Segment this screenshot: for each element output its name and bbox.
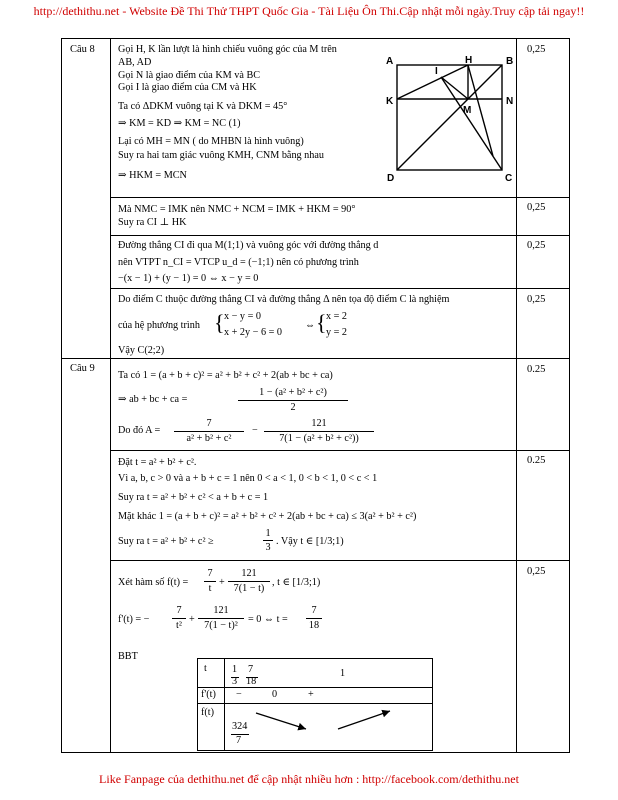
text-line: . Vậy t ∈ [1/3;1) — [276, 536, 344, 547]
fraction-bar — [263, 540, 273, 541]
fraction-bar — [264, 431, 374, 432]
points: 0,25 — [527, 202, 546, 213]
text-line: −(x − 1) + (y − 1) = 0 ⇔ x − y = 0 — [118, 273, 259, 284]
label-c: C — [505, 173, 513, 181]
text-line: Mặt khác 1 = (a + b + c)² = a² + b² + c² + 2(ab + bc + ca) ≤ 3(a² + b² + c²) — [118, 511, 417, 522]
question-9-label: Câu 9 — [70, 363, 95, 374]
text-line: f'(t) = − — [118, 614, 150, 625]
bbt-sign: − — [236, 689, 242, 700]
plus-sign: + — [219, 577, 225, 588]
text-line: Ta có ΔDKM vuông tại K và DKM = 45° — [118, 101, 288, 112]
text-line: , t ∈ [1/3;1) — [272, 577, 321, 588]
points: 0,25 — [527, 44, 546, 55]
fraction-denominator: a² + b² + c² — [186, 433, 232, 444]
fraction-bar — [198, 618, 244, 619]
fraction-bar — [174, 431, 244, 432]
equation: x + 2y − 6 = 0 — [224, 327, 282, 338]
text-line: Xét hàm số f(t) = — [118, 577, 189, 588]
text-line: ⇒ ab + bc + ca = — [118, 394, 188, 405]
fraction-numerator: 7 — [206, 418, 212, 429]
bbt-sign: + — [308, 689, 314, 700]
text-line: Gọi N là giao điểm của KM và BC — [118, 70, 261, 81]
bbt-t-value: 3 — [232, 676, 238, 687]
equation: x = 2 — [326, 311, 348, 322]
fraction-bar — [172, 618, 186, 619]
label-d: D — [387, 173, 395, 181]
fraction-bar — [228, 581, 270, 582]
label-h: H — [465, 55, 473, 66]
text-line: Suy ra t = a² + b² + c² < a + b + c = 1 — [118, 492, 269, 503]
fraction-denominator: 2 — [290, 402, 296, 413]
text-line: ⇒ HKM = MCN — [118, 170, 187, 181]
segment-im — [441, 77, 468, 99]
bbt-sign: 0 — [272, 689, 278, 700]
text-line: Suy ra hai tam giác vuông KMH, CNM bằng nhau — [118, 150, 324, 161]
geometry-figure — [385, 53, 517, 181]
fraction-numerator: 121 — [311, 418, 327, 429]
bbt-t-label: t — [204, 663, 207, 674]
text-line: Suy ra t = a² + b² + c² ≥ — [118, 536, 214, 547]
fraction-numerator: 7 — [176, 605, 182, 616]
points: 0.25 — [527, 455, 546, 466]
label-m: M — [463, 105, 472, 116]
system-brace: { — [214, 310, 225, 335]
row-divider — [110, 288, 569, 289]
text-line: Đặt t = a² + b² + c². — [118, 457, 197, 468]
plus-sign: + — [189, 614, 195, 625]
text-line: Do điểm C thuộc đường thẳng CI và đường thẳng Δ nên tọa độ điểm C là nghiệm — [118, 294, 450, 305]
fraction-bar — [238, 400, 348, 401]
bbt-f-value: 324 — [232, 721, 248, 732]
label-k: K — [386, 96, 394, 107]
text-line: Đường thẳng CI đi qua M(1;1) và vuông góc với đường thẳng d — [118, 240, 379, 251]
row-divider — [110, 235, 569, 236]
equation: x − y = 0 — [224, 311, 261, 322]
bbt-t-value: 18 — [246, 676, 257, 687]
bbt-t-value: 7 — [248, 664, 254, 675]
increasing-arrow — [338, 711, 390, 729]
text-line: Mà NMC = IMK nên NMC + NCM = IMK + HKM = 90° — [118, 204, 356, 215]
fraction-denominator: 7(1 − t) — [233, 583, 265, 594]
row-divider — [110, 450, 569, 451]
label-i: I — [435, 66, 438, 77]
page-header[interactable]: http://dethithu.net - Website Đề Thi Thử THPT Quốc Gia - Tài Liệu Ôn Thi.Cập nhật mỗi ngày.Truy cập tải ngay!! — [33, 4, 585, 18]
col-divider — [110, 39, 111, 752]
fraction-numerator: 121 — [241, 568, 257, 579]
row-divider — [110, 197, 569, 198]
text-line: Suy ra CI ⊥ HK — [118, 217, 187, 228]
text-line: Vậy C(2;2) — [118, 345, 165, 356]
system-brace: { — [316, 310, 327, 335]
fraction-denominator: 18 — [308, 620, 320, 631]
text-line: ⇒ KM = KD ⇒ KM = NC (1) — [118, 118, 241, 129]
label-b: B — [506, 56, 514, 67]
text-line: nên VTPT n_CI = VTCP u_d = (−1;1) nên có phương trình — [118, 257, 359, 268]
bbt-t-value: 1 — [232, 664, 238, 675]
label-n: N — [506, 96, 514, 107]
label-a: A — [386, 56, 394, 67]
segment-ic — [441, 77, 502, 170]
bbt-t-value: 1 — [340, 668, 346, 679]
bbt-f-label: f(t) — [201, 707, 215, 718]
fraction-bar — [306, 618, 322, 619]
fraction-denominator: t — [208, 583, 212, 594]
minus-sign: − — [252, 425, 258, 436]
row-divider — [110, 560, 569, 561]
points: 0.25 — [527, 364, 546, 375]
equation: y = 2 — [326, 327, 348, 338]
text-line: Vì a, b, c > 0 và a + b + c = 1 nên 0 < a < 1, 0 < b < 1, 0 < c < 1 — [118, 473, 378, 484]
equivalence: ⇔ — [305, 320, 316, 331]
decreasing-arrow — [256, 713, 306, 729]
text-line: Gọi H, K lần lượt là hình chiếu vuông góc của M trên — [118, 44, 337, 55]
segment-dm — [397, 99, 468, 170]
text-line: Lại có MH = MN ( do MHBN là hình vuông) — [118, 136, 304, 147]
segment-kh — [397, 65, 468, 99]
points: 0,25 — [527, 240, 546, 251]
fraction-denominator: t² — [176, 620, 182, 631]
text-line: của hệ phương trình — [118, 320, 200, 331]
page-footer[interactable]: Like Fanpage của dethithu.net để cập nhật nhiều hơn : http://facebook.com/dethithu.net — [99, 772, 519, 786]
points: 0,25 — [527, 294, 546, 305]
fraction-numerator: 1 − (a² + b² + c²) — [259, 387, 327, 398]
fraction-denominator: 7(1 − t)² — [204, 620, 238, 631]
text-line: Do đó A = — [118, 425, 161, 436]
bbt-label: BBT — [118, 651, 138, 662]
question-8-label: Câu 8 — [70, 44, 95, 55]
fraction-numerator: 7 — [311, 605, 317, 616]
variation-table — [197, 658, 433, 751]
text-line: = 0 ⇔ t = — [248, 614, 288, 625]
text-line: Gọi I là giao điểm của CM và HK — [118, 82, 257, 93]
bbt-f-value: 7 — [236, 735, 242, 746]
bbt-fprime-label: f'(t) — [201, 689, 216, 700]
solution-table — [61, 38, 570, 753]
text-line: Ta có 1 = (a + b + c)² = a² + b² + c² + 2(ab + bc + ca) — [118, 370, 333, 381]
fraction-numerator: 121 — [213, 605, 229, 616]
row-divider — [62, 358, 569, 359]
points: 0,25 — [527, 566, 546, 577]
fraction-numerator: 7 — [207, 568, 213, 579]
text-line: AB, AD — [118, 57, 152, 68]
fraction-denominator: 7(1 − (a² + b² + c²)) — [279, 433, 359, 444]
bbt-arrows — [198, 659, 432, 750]
fraction-bar — [204, 581, 216, 582]
fraction-denominator: 3 — [265, 542, 271, 553]
fraction-numerator: 1 — [265, 528, 271, 539]
